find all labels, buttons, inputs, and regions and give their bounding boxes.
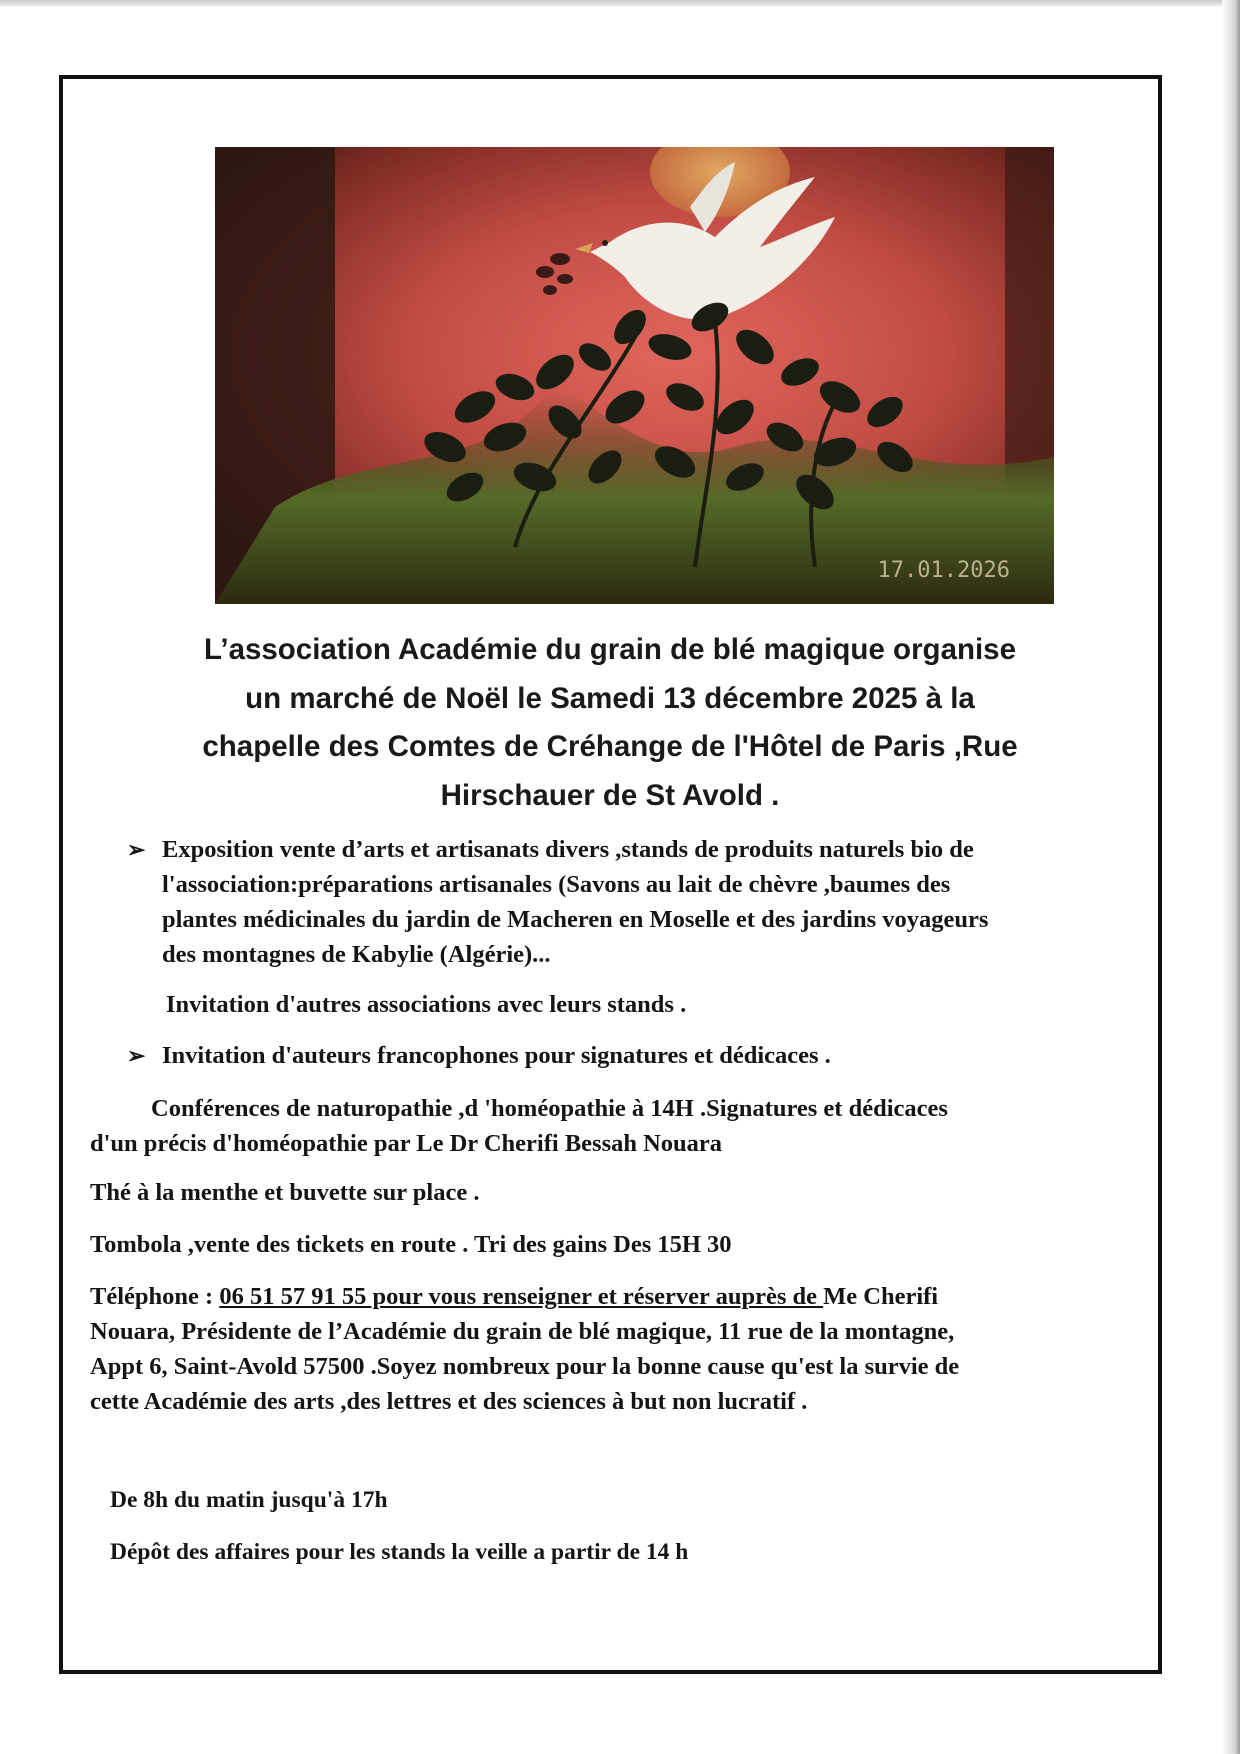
conferences-line-2: d'un précis d'homéopathie par Le Dr Cherifi Bessah Nouara bbox=[90, 1130, 723, 1157]
phone-number-link[interactable]: 06 51 57 91 55 pour vous renseigner et réserver auprès de bbox=[219, 1283, 824, 1310]
contact-line-4: cette Académie des arts ,des lettres et des sciences à but non lucratif . bbox=[90, 1388, 808, 1415]
event-title bbox=[85, 626, 1135, 820]
tombola-line: Tombola ,vente des tickets en route . Tri des gains Des 15H 30 bbox=[90, 1231, 732, 1258]
phone-label: Téléphone : bbox=[90, 1283, 220, 1310]
tea-line: Thé à la menthe et buvette sur place . bbox=[90, 1179, 480, 1206]
bullet-arrow-icon: ➢ bbox=[127, 1043, 146, 1068]
title-line-1: L’association Académie du grain de blé magique organise bbox=[203, 633, 1016, 666]
title-line-3: chapelle des Comtes de Créhange de l'Hôtel de Paris ,Rue bbox=[202, 730, 1018, 763]
dove-painting bbox=[215, 147, 1054, 604]
exposition-line-1: Exposition vente d’arts et artisanats divers ,stands de produits naturels bio de bbox=[162, 836, 974, 863]
invitation-associations: Invitation d'autres associations avec leurs stands . bbox=[166, 991, 687, 1018]
contact-paragraph bbox=[90, 1279, 959, 1419]
contact-line-1 bbox=[90, 1279, 959, 1314]
conferences-paragraph bbox=[90, 1091, 948, 1161]
title-line-4: Hirschauer de St Avold . bbox=[440, 778, 780, 812]
exposition-line-3: plantes médicinales du jardin de Macheren en Moselle et des jardins voyageurs bbox=[162, 906, 989, 933]
contact-line-2: Nouara, Présidente de l’Académie du grain de blé magique, 11 rue de la montagne, bbox=[90, 1318, 955, 1345]
opening-hours: De 8h du matin jusqu'à 17h bbox=[110, 1487, 388, 1513]
exposition-line-4: des montagnes de Kabylie (Algérie)... bbox=[162, 941, 551, 968]
scan-edge-top bbox=[0, 0, 1240, 7]
exposition-line-2: l'association:préparations artisanales (Savons au lait de chèvre ,baumes des bbox=[162, 871, 951, 898]
bullet-arrow-icon: ➢ bbox=[127, 837, 146, 862]
conferences-line-1: Conférences de naturopathie ,d 'homéopathie à 14H .Signatures et dédicaces bbox=[151, 1095, 948, 1122]
exposition-paragraph bbox=[162, 832, 988, 972]
deposit-info: Dépôt des affaires pour les stands la veille a partir de 14 h bbox=[110, 1539, 689, 1565]
contact-name-start: Me Cherifi bbox=[823, 1283, 939, 1310]
title-line-2: un marché de Noël le Samedi 13 décembre 2025 à la bbox=[245, 681, 975, 715]
painting-date-stamp: 17.01.2026 bbox=[877, 558, 1010, 583]
invitation-authors: Invitation d'auteurs francophones pour signatures et dédicaces . bbox=[162, 1042, 831, 1069]
scan-edge-right bbox=[1222, 0, 1240, 1754]
dove-painting-svg bbox=[215, 147, 1054, 604]
contact-line-3: Appt 6, Saint-Avold 57500 .Soyez nombreux pour la bonne cause qu'est la survie de bbox=[90, 1353, 960, 1380]
